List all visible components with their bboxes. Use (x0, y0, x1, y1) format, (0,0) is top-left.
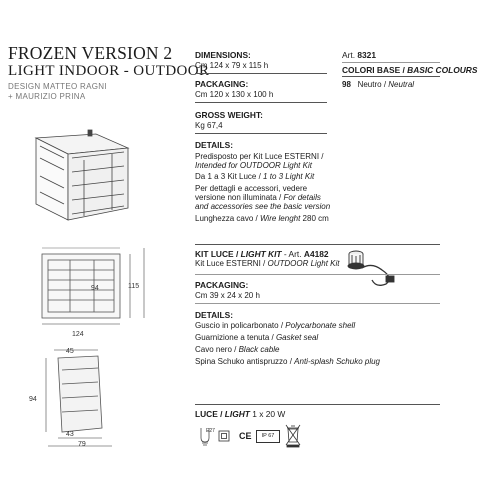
gross-weight-label: GROSS WEIGHT: (195, 110, 263, 120)
light-kit-icon (342, 242, 402, 292)
color-neutral: 98 Neutro / Neutral (342, 80, 415, 89)
product-title: FROZEN VERSION 2 (8, 43, 173, 63)
divider (195, 404, 440, 405)
colors-label: COLORI BASE / BASIC COLOURS (342, 65, 478, 75)
divider (342, 62, 440, 63)
divider (342, 76, 440, 77)
bar-perspective-icon (28, 128, 138, 228)
dim-front-width: 124 (72, 331, 84, 338)
divider (195, 274, 440, 275)
e27-label: E27 (206, 428, 215, 434)
ip67-icon: IP 67 (256, 430, 280, 443)
dim-side-top: 45 (66, 348, 74, 355)
details-label: DETAILS: (195, 140, 233, 150)
designer-line-2: + MAURIZIO PRINA (8, 92, 86, 101)
divider (195, 102, 327, 103)
details-line-1: Predisposto per Kit Luce ESTERNI / (195, 152, 324, 161)
weee-bin-icon (284, 424, 302, 448)
product-subtitle: LIGHT INDOOR - OUTDOOR (8, 63, 210, 79)
kit-detail-1: Guscio in policarbonato / Polycarbonate shell (195, 321, 356, 330)
kit-packaging-value: Cm 39 x 24 x 20 h (195, 291, 260, 300)
kit-detail-3: Cavo nero / Black cable (195, 345, 280, 354)
packaging-label: PACKAGING: (195, 79, 249, 89)
divider (195, 73, 327, 74)
dim-side-bottom: 43 (66, 431, 74, 438)
dimensions-label: DIMENSIONS: (195, 50, 251, 60)
dim-front-height-total: 115 (128, 283, 140, 290)
gross-weight-value: Kg 67,4 (195, 121, 223, 130)
dim-front-height-inner: 94 (91, 285, 99, 292)
divider (195, 303, 440, 304)
divider (195, 133, 327, 134)
light-spec: LUCE / LIGHT 1 x 20 W (195, 409, 286, 419)
divider (195, 244, 440, 245)
packaging-value: Cm 120 x 130 x 100 h (195, 90, 274, 99)
bar-side-view-icon (40, 350, 120, 450)
ce-mark-icon: CE (239, 431, 252, 441)
dim-side-height: 94 (29, 396, 37, 403)
kit-packaging-label: PACKAGING: (195, 280, 249, 290)
kit-detail-2: Guarnizione a tenuta / Gasket seal (195, 333, 319, 342)
article-code: Art. 8321 (342, 50, 376, 60)
details-line-2: Intended for OUTDOOR Light Kit (195, 161, 312, 170)
kit-description: Kit Luce ESTERNI / OUTDOOR Light Kit (195, 259, 340, 268)
details-line-3: Da 1 a 3 Kit Luce / 1 to 3 Light Kit (195, 172, 315, 181)
kit-title: KIT LUCE / LIGHT KIT - Art. A4182 (195, 249, 329, 259)
details-line-5: versione non illuminata / For details (195, 193, 321, 202)
dimensions-value: Cm 124 x 79 x 115 h (195, 61, 269, 70)
details-line-4: Per dettagli e accessori, vedere (195, 184, 308, 193)
kit-details-label: DETAILS: (195, 310, 233, 320)
kit-detail-4: Spina Schuko antispruzzo / Anti-splash Schuko plug (195, 357, 380, 366)
details-line-6: and accessories see the basic version (195, 202, 331, 211)
double-insulation-icon (218, 430, 230, 442)
designer-line-1: DESIGN MATTEO RAGNI (8, 82, 107, 91)
dim-side-total: 79 (78, 441, 86, 448)
details-line-7: Lunghezza cavo / Wire lenght 280 cm (195, 214, 329, 223)
